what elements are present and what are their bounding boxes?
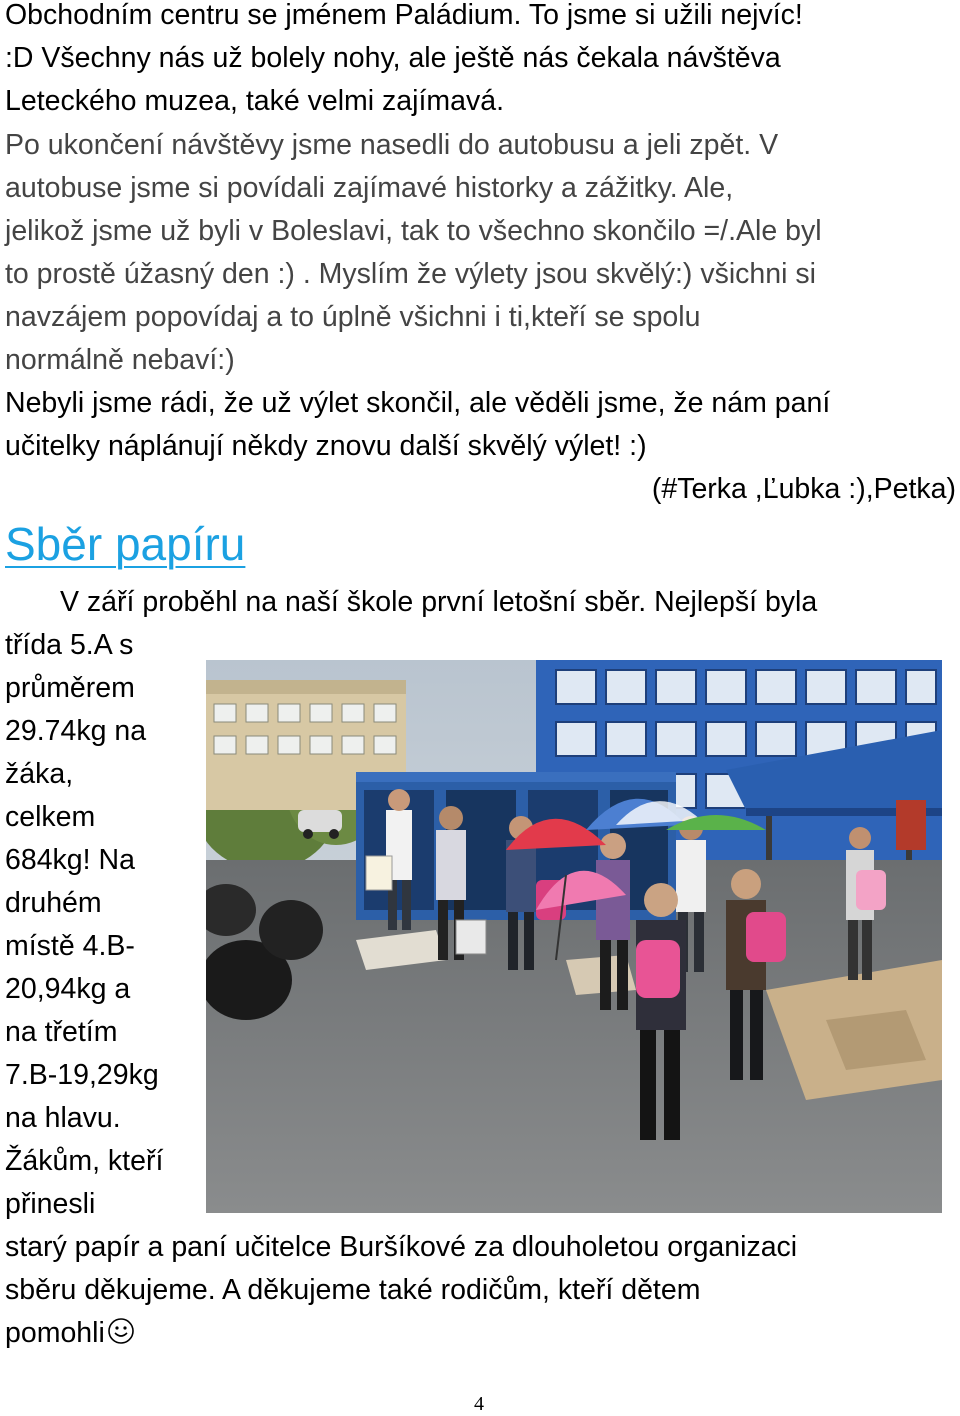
smiley-icon [107, 1315, 135, 1358]
section-line-4: sběru děkujeme. A děkujeme také rodičům, kteří dětem [5, 1274, 701, 1306]
section-line-3: starý papír a paní učitelce Buršíkové za dlouholetou organizaci [5, 1231, 798, 1263]
section-line-1: V září proběhl na naší škole první letošní sběr. Nejlepší byla [60, 586, 818, 618]
side-line: žáka, [5, 758, 74, 790]
side-line: místě 4.B- [5, 930, 135, 962]
intro-line-2: :D Všechny nás už bolely nohy, ale ještě nás čekala návštěva [5, 42, 781, 74]
intro-line-7-b: . Myslím že výlety jsou skvělý:) všichni si [294, 258, 816, 290]
section-line-5-text: pomohli [5, 1317, 105, 1349]
section-heading: Sběr papíru [5, 518, 246, 570]
paper-collection-photo [206, 660, 942, 1213]
intro-line-8: navzájem popovídaj a to úplně všichni i ti,kteří se spolu [5, 301, 701, 333]
intro-line-1: Obchodním centru se jménem Paládium. To jsme si užili nejvíc! [5, 0, 803, 31]
side-line: Žákům, kteří [5, 1145, 164, 1177]
side-line: na hlavu. [5, 1102, 121, 1134]
side-line: 29.74kg na [5, 715, 147, 747]
side-line: 684kg! Na [5, 844, 135, 876]
page-number: 4 [474, 1393, 484, 1415]
intro-line-11: učitelky náplánují někdy znovu další skvělý výlet! :) [5, 430, 647, 462]
intro-line-10: Nebyli jsme rádi, že už výlet skončil, ale věděli jsme, že nám paní [5, 387, 831, 419]
side-line: na třetím [5, 1016, 118, 1048]
intro-line-7-a: to prostě úžasný den :) [5, 258, 295, 290]
side-line: druhém [5, 887, 102, 919]
signature: (#Terka ,Ľubka :),Petka) [651, 473, 956, 505]
intro-line-6: jelikož jsme už byli v Boleslavi, tak to všechno skončilo =/.Ale byl [5, 215, 822, 247]
intro-line-3: Leteckého muzea, také velmi zajímavá. [5, 85, 504, 117]
intro-line-7 [5, 253, 816, 296]
side-line: celkem [5, 801, 96, 833]
side-line: průměrem [5, 672, 135, 704]
section-line-5 [5, 1312, 135, 1358]
side-line: 7.B-19,29kg [5, 1059, 159, 1091]
side-line: 20,94kg a [5, 973, 131, 1005]
section-line-2: třída 5.A s [5, 629, 134, 661]
intro-line-9: normálně nebaví:) [5, 344, 235, 376]
side-line: přinesli [5, 1188, 96, 1220]
intro-line-5: autobuse jsme si povídali zajímavé historky a zážitky. Ale, [5, 172, 734, 204]
intro-line-4: Po ukončení návštěvy jsme nasedli do autobusu a jeli zpět. V [5, 129, 779, 161]
